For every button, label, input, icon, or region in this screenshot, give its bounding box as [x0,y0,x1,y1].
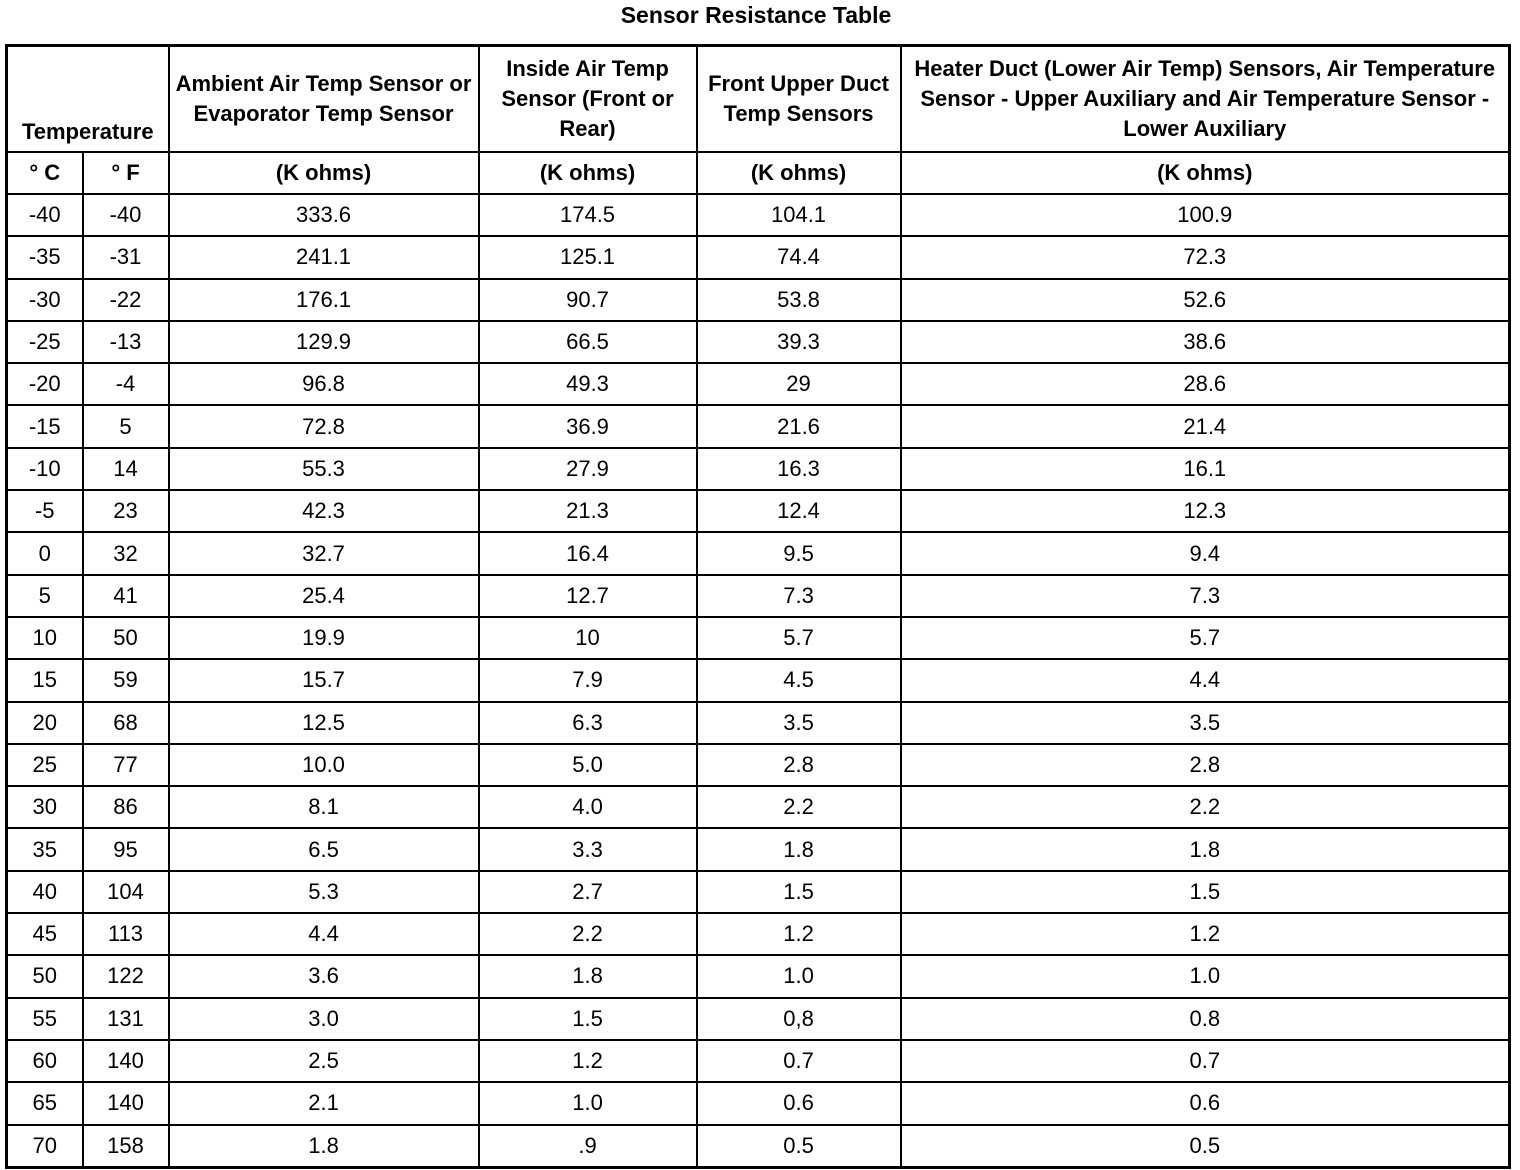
ambient-cell: 333.6 [169,194,479,236]
inside-header: Inside Air Temp Sensor (Front or Rear) [479,46,697,153]
front-upper-cell: 0.7 [697,1040,901,1082]
heater-duct-cell: 21.4 [901,405,1510,447]
ambient-cell: 4.4 [169,913,479,955]
table-row [7,1040,1510,1082]
heater-duct-cell: 2.8 [901,744,1510,786]
front-upper-cell: 1.8 [697,828,901,870]
unit-row [7,152,1510,194]
heater-duct-cell: 72.3 [901,236,1510,278]
heater-duct-cell: 2.2 [901,786,1510,828]
ambient-cell: 6.5 [169,828,479,870]
ambient-cell: 5.3 [169,871,479,913]
celsius-cell: -35 [7,236,83,278]
table-row [7,1082,1510,1124]
front-upper-cell: 74.4 [697,236,901,278]
table-row [7,871,1510,913]
table-row [7,236,1510,278]
inside-cell: 12.7 [479,575,697,617]
ambient-cell: 10.0 [169,744,479,786]
inside-cell: 125.1 [479,236,697,278]
inside-cell: 4.0 [479,786,697,828]
front-upper-cell: 29 [697,363,901,405]
front-upper-header: Front Upper Duct Temp Sensors [697,46,901,153]
celsius-cell: 55 [7,998,83,1040]
celsius-cell: 45 [7,913,83,955]
fahrenheit-cell: 5 [83,405,169,447]
inside-cell: 6.3 [479,702,697,744]
inside-cell: 1.2 [479,1040,697,1082]
inside-cell: 90.7 [479,279,697,321]
celsius-cell: 40 [7,871,83,913]
table-row [7,617,1510,659]
front-upper-cell: 4.5 [697,659,901,701]
table-row [7,659,1510,701]
heater-duct-unit: (K ohms) [901,152,1510,194]
front-upper-cell: 0.6 [697,1082,901,1124]
ambient-cell: 15.7 [169,659,479,701]
celsius-cell: -25 [7,321,83,363]
ambient-cell: 241.1 [169,236,479,278]
heater-duct-header: Heater Duct (Lower Air Temp) Sensors, Air Temperature Sensor - Upper Auxiliary and Air Temperature Sensor - Lower Auxiliary [901,46,1510,153]
fahrenheit-cell: 140 [83,1040,169,1082]
fahrenheit-cell: 41 [83,575,169,617]
table-row [7,828,1510,870]
celsius-cell: 70 [7,1125,83,1168]
heater-duct-cell: 0.8 [901,998,1510,1040]
heater-duct-cell: 3.5 [901,702,1510,744]
inside-cell: 10 [479,617,697,659]
inside-cell: .9 [479,1125,697,1168]
fahrenheit-cell: 122 [83,955,169,997]
celsius-cell: 0 [7,532,83,574]
front-upper-cell: 53.8 [697,279,901,321]
table-row [7,575,1510,617]
fahrenheit-cell: 131 [83,998,169,1040]
front-upper-cell: 1.2 [697,913,901,955]
table-row [7,321,1510,363]
table-row [7,702,1510,744]
heater-duct-cell: 0.6 [901,1082,1510,1124]
fahrenheit-cell: -13 [83,321,169,363]
fahrenheit-cell: 158 [83,1125,169,1168]
inside-cell: 2.7 [479,871,697,913]
ambient-cell: 32.7 [169,532,479,574]
heater-duct-cell: 1.0 [901,955,1510,997]
front-upper-cell: 0,8 [697,998,901,1040]
celsius-cell: 25 [7,744,83,786]
table-row [7,1125,1510,1168]
front-upper-cell: 9.5 [697,532,901,574]
fahrenheit-cell: 86 [83,786,169,828]
front-upper-unit: (K ohms) [697,152,901,194]
table-row [7,998,1510,1040]
heater-duct-cell: 28.6 [901,363,1510,405]
ambient-cell: 3.0 [169,998,479,1040]
heater-duct-cell: 7.3 [901,575,1510,617]
heater-duct-cell: 9.4 [901,532,1510,574]
inside-cell: 1.5 [479,998,697,1040]
table-row [7,448,1510,490]
ambient-header: Ambient Air Temp Sensor or Evaporator Temp Sensor [169,46,479,153]
celsius-cell: -15 [7,405,83,447]
celsius-cell: 10 [7,617,83,659]
inside-cell: 7.9 [479,659,697,701]
heater-duct-cell: 38.6 [901,321,1510,363]
inside-cell: 1.0 [479,1082,697,1124]
ambient-cell: 72.8 [169,405,479,447]
celsius-cell: -5 [7,490,83,532]
fahrenheit-cell: 140 [83,1082,169,1124]
celsius-cell: -20 [7,363,83,405]
inside-cell: 16.4 [479,532,697,574]
temperature-header: Temperature [7,46,169,153]
fahrenheit-cell: 14 [83,448,169,490]
front-upper-cell: 2.8 [697,744,901,786]
front-upper-cell: 21.6 [697,405,901,447]
ambient-cell: 3.6 [169,955,479,997]
table-row [7,363,1510,405]
celsius-cell: 20 [7,702,83,744]
table-row [7,532,1510,574]
fahrenheit-cell: -31 [83,236,169,278]
heater-duct-cell: 5.7 [901,617,1510,659]
ambient-cell: 25.4 [169,575,479,617]
front-upper-cell: 16.3 [697,448,901,490]
ambient-cell: 19.9 [169,617,479,659]
table-row [7,490,1510,532]
front-upper-cell: 5.7 [697,617,901,659]
front-upper-cell: 1.5 [697,871,901,913]
front-upper-cell: 12.4 [697,490,901,532]
fahrenheit-cell: 77 [83,744,169,786]
ambient-cell: 1.8 [169,1125,479,1168]
inside-cell: 2.2 [479,913,697,955]
header-row [7,46,1510,153]
heater-duct-cell: 1.8 [901,828,1510,870]
ambient-cell: 2.1 [169,1082,479,1124]
fahrenheit-cell: -22 [83,279,169,321]
inside-cell: 49.3 [479,363,697,405]
heater-duct-cell: 1.5 [901,871,1510,913]
ambient-cell: 8.1 [169,786,479,828]
table-row [7,913,1510,955]
fahrenheit-cell: 50 [83,617,169,659]
heater-duct-cell: 1.2 [901,913,1510,955]
ambient-cell: 12.5 [169,702,479,744]
celsius-cell: -40 [7,194,83,236]
ambient-cell: 55.3 [169,448,479,490]
front-upper-cell: 39.3 [697,321,901,363]
inside-cell: 3.3 [479,828,697,870]
ambient-cell: 176.1 [169,279,479,321]
fahrenheit-cell: -4 [83,363,169,405]
celsius-header: ° C [7,152,83,194]
ambient-cell: 96.8 [169,363,479,405]
inside-cell: 21.3 [479,490,697,532]
table-title: Sensor Resistance Table [620,2,892,28]
front-upper-cell: 3.5 [697,702,901,744]
front-upper-cell: 1.0 [697,955,901,997]
inside-cell: 5.0 [479,744,697,786]
inside-cell: 174.5 [479,194,697,236]
celsius-cell: 5 [7,575,83,617]
table-row [7,279,1510,321]
heater-duct-cell: 100.9 [901,194,1510,236]
table-row [7,786,1510,828]
heater-duct-cell: 0.5 [901,1125,1510,1168]
fahrenheit-cell: 113 [83,913,169,955]
ambient-cell: 2.5 [169,1040,479,1082]
front-upper-cell: 0.5 [697,1125,901,1168]
table-row [7,744,1510,786]
celsius-cell: -30 [7,279,83,321]
celsius-cell: 15 [7,659,83,701]
inside-cell: 27.9 [479,448,697,490]
celsius-cell: -10 [7,448,83,490]
table-row [7,194,1510,236]
fahrenheit-cell: 32 [83,532,169,574]
front-upper-cell: 7.3 [697,575,901,617]
fahrenheit-header: ° F [83,152,169,194]
ambient-cell: 42.3 [169,490,479,532]
front-upper-cell: 2.2 [697,786,901,828]
fahrenheit-cell: 23 [83,490,169,532]
sensor-resistance-table [5,44,1511,1169]
celsius-cell: 50 [7,955,83,997]
celsius-cell: 60 [7,1040,83,1082]
heater-duct-cell: 12.3 [901,490,1510,532]
fahrenheit-cell: 104 [83,871,169,913]
heater-duct-cell: 0.7 [901,1040,1510,1082]
fahrenheit-cell: -40 [83,194,169,236]
fahrenheit-cell: 95 [83,828,169,870]
front-upper-cell: 104.1 [697,194,901,236]
inside-cell: 66.5 [479,321,697,363]
celsius-cell: 35 [7,828,83,870]
heater-duct-cell: 52.6 [901,279,1510,321]
heater-duct-cell: 16.1 [901,448,1510,490]
inside-cell: 36.9 [479,405,697,447]
ambient-cell: 129.9 [169,321,479,363]
celsius-cell: 30 [7,786,83,828]
heater-duct-cell: 4.4 [901,659,1510,701]
table-row [7,955,1510,997]
inside-unit: (K ohms) [479,152,697,194]
fahrenheit-cell: 68 [83,702,169,744]
table-body [7,194,1510,1167]
ambient-unit: (K ohms) [169,152,479,194]
celsius-cell: 65 [7,1082,83,1124]
table-row [7,405,1510,447]
fahrenheit-cell: 59 [83,659,169,701]
inside-cell: 1.8 [479,955,697,997]
